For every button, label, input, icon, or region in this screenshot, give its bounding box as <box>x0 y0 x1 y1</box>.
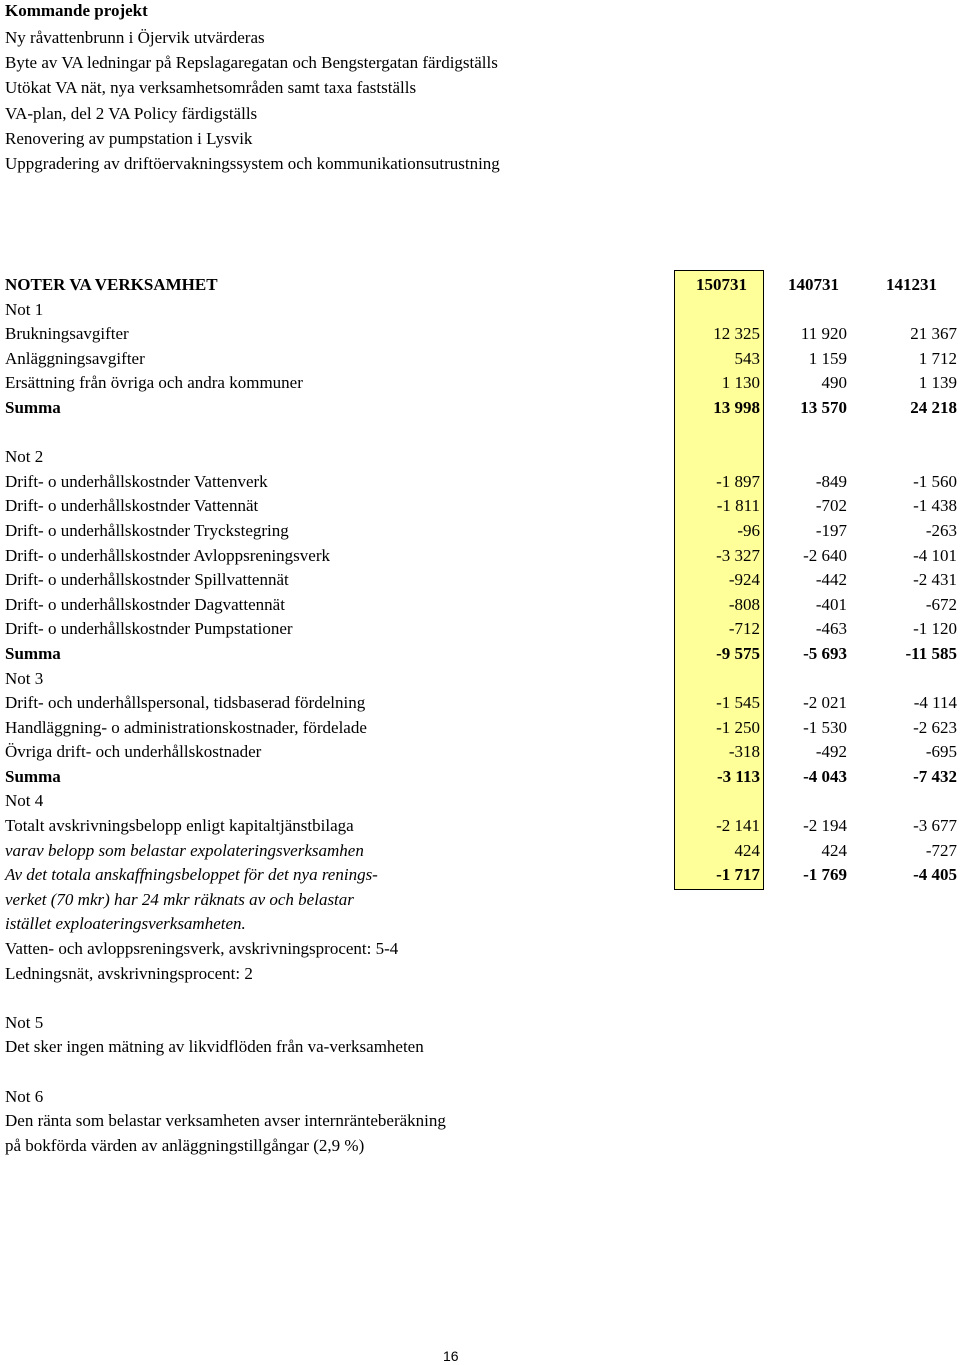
project-item: Uppgradering av driftöervakningssystem och kommunikationsutrustning <box>5 153 500 173</box>
table-row <box>5 740 957 765</box>
value-col-3: -695 <box>925 742 957 762</box>
value-col-1: -1 545 <box>716 693 760 713</box>
note-text-line: Den ränta som belastar verksamheten avser internränteberäkning <box>5 1111 446 1131</box>
value-col-2: 490 <box>821 373 847 393</box>
value-col-3: -727 <box>925 840 957 860</box>
project-item: Ny råvattenbrunn i Öjervik utvärderas <box>5 28 265 47</box>
value-col-2: 1 159 <box>808 348 847 368</box>
spacer <box>5 1060 957 1085</box>
row-label: Totalt avskrivningsbelopp enligt kapitaltjänstbilaga <box>5 816 354 836</box>
value-col-1: -1 717 <box>716 865 760 885</box>
project-item: Utökat VA nät, nya verksamhetsområden samt taxa fastställs <box>5 78 417 98</box>
row-label: varav belopp som belastar expolateringsverksamhen <box>5 840 364 860</box>
row-label: Drift- o underhållskostnder Avloppsreningsverk <box>5 545 330 565</box>
value-col-3: -2 623 <box>913 717 957 737</box>
value-col-2: -849 <box>815 471 847 491</box>
row-label: Av det totala anskaffningsbeloppet för det nya renings- <box>5 865 378 885</box>
value-col-2: -401 <box>815 594 847 614</box>
sum-label: Summa <box>5 766 61 786</box>
value-col-1: 1 130 <box>721 373 760 393</box>
value-col-1: -96 <box>737 520 760 540</box>
value-col-3: -1 438 <box>913 496 957 516</box>
note-text-line: istället exploateringsverksamheten. <box>5 914 246 934</box>
note-text-line: på bokförda värden av anläggningstillgångar (2,9 %) <box>5 1135 365 1155</box>
note-label <box>5 667 957 692</box>
spacer <box>5 421 957 446</box>
sum-col-3: -11 585 <box>905 643 957 663</box>
table-row <box>5 691 957 716</box>
table-row <box>5 617 957 642</box>
table-row <box>5 568 957 593</box>
note-label <box>5 445 957 470</box>
value-col-3: -2 431 <box>913 570 957 590</box>
sum-row <box>5 396 957 421</box>
table-row <box>5 519 957 544</box>
sum-col-3: -7 432 <box>913 766 957 786</box>
table-row <box>5 814 957 839</box>
value-col-1: -1 250 <box>716 717 760 737</box>
row-label: Handläggning- o administrationskostnader, fördelade <box>5 717 367 737</box>
projects-section <box>5 0 500 176</box>
sum-col-3: 24 218 <box>910 397 957 417</box>
sum-col-2: -5 693 <box>803 643 847 663</box>
value-col-1: -3 327 <box>716 545 760 565</box>
note-label <box>5 1085 957 1110</box>
sum-col-1: -3 113 <box>717 766 760 786</box>
value-col-2: -1 530 <box>803 717 847 737</box>
notes-title: NOTER VA VERKSAMHET <box>5 275 218 294</box>
value-col-2: -702 <box>815 496 847 516</box>
notes-header-row <box>5 273 957 298</box>
value-col-2: -442 <box>815 570 847 590</box>
value-col-3: -1 560 <box>913 471 957 491</box>
note-text-line: Vatten- och avloppsreningsverk, avskrivningsprocent: 5-4 <box>5 939 399 959</box>
sum-col-1: -9 575 <box>716 643 760 663</box>
note-text <box>5 888 957 913</box>
value-col-2: -463 <box>815 619 847 639</box>
value-col-3: -263 <box>925 520 957 540</box>
column-header-2: 140731 <box>788 275 839 294</box>
row-label: Brukningsavgifter <box>5 324 129 344</box>
sum-col-1: 13 998 <box>713 397 760 417</box>
project-item: Byte av VA ledningar på Repslagaregatan och Bengstergatan färdigställs <box>5 53 498 73</box>
table-row <box>5 544 957 569</box>
table-row <box>5 371 957 396</box>
value-col-2: -197 <box>815 520 847 540</box>
note-text <box>5 1134 957 1159</box>
table-row <box>5 863 957 888</box>
note-4-label: Not 4 <box>5 791 44 811</box>
sum-label: Summa <box>5 397 61 417</box>
column-header-1: 150731 <box>696 275 747 294</box>
row-label: Övriga drift- och underhållskostnader <box>5 742 262 762</box>
value-col-2: -492 <box>815 742 847 762</box>
page-number: 16 <box>443 1348 459 1364</box>
row-label: Drift- o underhållskostnder Dagvattennät <box>5 594 285 614</box>
note-text-line: verket (70 mkr) har 24 mkr räknats av och belastar <box>5 889 354 909</box>
note-1-label: Not 1 <box>5 299 44 319</box>
table-row <box>5 839 957 864</box>
value-col-1: -1 811 <box>716 496 760 516</box>
value-col-1: -808 <box>728 594 760 614</box>
note-text-line: Det sker ingen mätning av likvidflöden från va-verksamheten <box>5 1037 424 1057</box>
value-col-3: 1 139 <box>918 373 957 393</box>
projects-heading: Kommande projekt <box>5 1 148 20</box>
value-col-2: -2 640 <box>803 545 847 565</box>
project-item: Renovering av pumpstation i Lysvik <box>5 128 253 148</box>
value-col-1: -924 <box>728 570 760 590</box>
note-text-line: Ledningsnät, avskrivningsprocent: 2 <box>5 963 253 983</box>
note-5-label: Not 5 <box>5 1012 44 1032</box>
value-col-3: -4 114 <box>913 693 957 713</box>
table-row <box>5 593 957 618</box>
row-label: Drift- o underhållskostnder Vattenverk <box>5 471 268 491</box>
value-col-3: -3 677 <box>913 816 957 836</box>
value-col-2: 11 920 <box>800 324 847 344</box>
note-text <box>5 937 957 962</box>
table-row <box>5 716 957 741</box>
note-text <box>5 912 957 937</box>
table-row <box>5 470 957 495</box>
note-label <box>5 1011 957 1036</box>
note-6-label: Not 6 <box>5 1086 44 1106</box>
value-col-3: -672 <box>925 594 957 614</box>
note-label <box>5 298 957 323</box>
value-col-2: -2 194 <box>803 816 847 836</box>
sum-col-2: -4 043 <box>803 766 847 786</box>
value-col-3: -4 405 <box>913 865 957 885</box>
value-col-1: -318 <box>728 742 760 762</box>
row-label: Ersättning från övriga och andra kommuner <box>5 373 303 393</box>
table-row <box>5 347 957 372</box>
row-label: Anläggningsavgifter <box>5 348 145 368</box>
value-col-3: -4 101 <box>913 545 957 565</box>
row-label: Drift- o underhållskostnder Tryckstegring <box>5 520 289 540</box>
value-col-3: 21 367 <box>910 324 957 344</box>
value-col-1: -2 141 <box>716 816 760 836</box>
value-col-1: 424 <box>734 840 760 860</box>
sum-col-2: 13 570 <box>800 397 847 417</box>
value-col-2: -1 769 <box>803 865 847 885</box>
note-label <box>5 789 957 814</box>
value-col-3: 1 712 <box>918 348 957 368</box>
row-label: Drift- o underhållskostnder Spillvattennät <box>5 570 289 590</box>
sum-label: Summa <box>5 643 61 663</box>
table-row <box>5 494 957 519</box>
value-col-2: -2 021 <box>803 693 847 713</box>
value-col-3: -1 120 <box>913 619 957 639</box>
row-label: Drift- o underhållskostnder Pumpstationer <box>5 619 293 639</box>
sum-row <box>5 765 957 790</box>
note-2-label: Not 2 <box>5 447 44 467</box>
sum-row <box>5 642 957 667</box>
table-row <box>5 322 957 347</box>
value-col-1: -1 897 <box>716 471 760 491</box>
notes-table <box>5 273 957 1158</box>
row-label: Drift- o underhållskostnder Vattennät <box>5 496 259 516</box>
note-text <box>5 1035 957 1060</box>
value-col-1: 12 325 <box>713 324 760 344</box>
row-label: Drift- och underhållspersonal, tidsbaserad fördelning <box>5 693 366 713</box>
value-col-1: -712 <box>728 619 760 639</box>
value-col-1: 543 <box>734 348 760 368</box>
note-text <box>5 1109 957 1134</box>
note-3-label: Not 3 <box>5 668 44 688</box>
project-item: VA-plan, del 2 VA Policy färdigställs <box>5 103 258 123</box>
note-text <box>5 962 957 987</box>
column-header-3: 141231 <box>886 275 937 294</box>
value-col-2: 424 <box>821 840 847 860</box>
spacer <box>5 986 957 1011</box>
